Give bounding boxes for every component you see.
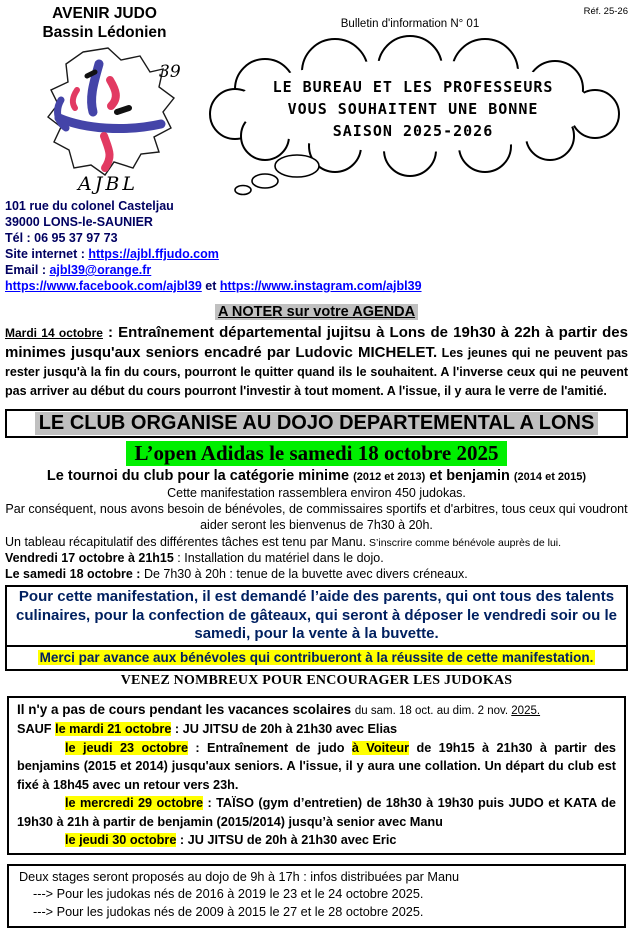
thought-bubble [205, 44, 628, 194]
bulletin-title: Bulletin d'information N° 01 [252, 18, 568, 30]
email-link[interactable]: ajbl39@orange.fr [49, 263, 151, 277]
vacation-text-23oct-a: : Entraînement de judo [188, 741, 352, 755]
vacation-text-21oct: : JU JITSU de 20h à 21h30 avec Elias [171, 722, 397, 736]
highlighted-date-21oct: le mardi 21 octobre [55, 722, 171, 736]
thanks-box [5, 647, 628, 671]
website-line [5, 246, 628, 262]
friday-text: : Installation du matériel dans le dojo. [174, 551, 384, 565]
categories-years1: (2012 et 2013) [353, 471, 425, 483]
volunteers-line: Par conséquent, nous avons besoin de bénévoles, de commissaires sportifs et d'arbitres, tous ceux qui voudront aider seront les bienvenus de 7h30 à 20h. [5, 502, 628, 533]
parents-note-box: Pour cette manifestation, il est demandé l’aide des parents, qui ont tous des talents culinaires, pour la confection de gâteaux, qui seront à déposer le vendredi soir ou le samedi, pour la vente à la buvette. [5, 585, 628, 647]
stages-box [7, 864, 626, 928]
social-line [5, 278, 628, 294]
email-label: Email : [5, 263, 49, 277]
friday-label: Vendredi 17 octobre à 21h15 [5, 551, 174, 565]
agenda-rest: Les jeunes qui ne peuvent pas rester jusqu'à la fin du cours, pourront le quitter quand ils le souhaitent. A l'inverse ceux qui ne peuvent pas arriver au début du cours pourront l'investir à tout moment. A l'issue, il y aura le verre de l'amitié. [5, 346, 628, 398]
vacation-text-30oct: : JU JITSU de 20h à 21h30 avec Eric [176, 833, 396, 847]
saturday-text: De 7h30 à 20h : tenue de la buvette avec divers créneaux. [144, 567, 468, 581]
email-line [5, 262, 628, 278]
vacation-line-thursday23 [17, 739, 616, 795]
vacation-line-thursday30 [17, 831, 616, 850]
header [5, 4, 628, 42]
table-note-main: Un tableau récapitulatif des différentes tâches est tenu par Manu. [5, 535, 366, 549]
thought-bubble-drawing [205, 44, 628, 196]
highlighted-date-23oct: le jeudi 23 octobre [65, 741, 188, 755]
stages-line2: ---> Pour les judokas nés de 2009 à 2015 le 27 et le 28 octobre 2025. [19, 904, 614, 922]
highlighted-date-29oct: le mercredi 29 octobre [65, 796, 203, 810]
cheer-line: VENEZ NOMBREUX POUR ENCOURAGER LES JUDOKAS [5, 673, 628, 689]
club-name-line2: Bassin Lédonien [17, 23, 192, 42]
attendance-line: Cette manifestation rassemblera environ 450 judokas. [5, 486, 628, 500]
table-note [5, 535, 628, 549]
agenda-title-row [5, 303, 628, 321]
contact-block [5, 198, 628, 294]
sauf-label: SAUF [17, 722, 55, 736]
tournament-categories [5, 468, 628, 484]
phone-number: 06 95 37 97 73 [34, 231, 117, 245]
cloud-line2: VOUS SOUHAITENT UNE BONNE [288, 100, 539, 118]
phone-line [5, 230, 628, 246]
address-line1: 101 rue du colonel Casteljau [5, 198, 628, 214]
vacation-intro [17, 701, 616, 721]
social-separator: et [202, 279, 220, 293]
categories-years2: (2014 et 2015) [514, 471, 586, 483]
thanks-line: Merci par avance aux bénévoles qui contribueront à la réussite de cette manifestation. [38, 650, 596, 665]
categories-main2: et benjamin [425, 468, 514, 484]
logo-department-number: 39 [159, 62, 181, 82]
event-title: L’open Adidas le samedi 18 octobre 2025 [126, 441, 506, 466]
vacation-text-29oct: : TAÏSO (gym d’entretien) de 18h30 à 19h30 puis JUDO et KATA de 19h30 à 21h à partir de benjamin (2015/2014) jusqu’à senior avec Manu [17, 796, 616, 829]
facebook-link[interactable]: https://www.facebook.com/ajbl39 [5, 279, 202, 293]
event-banner-box [5, 409, 628, 438]
club-name [17, 4, 192, 42]
table-note-small: S’inscrire comme bénévole auprès de lui. [366, 537, 561, 549]
agenda-date: Mardi 14 octobre [5, 326, 103, 340]
club-name-line1: AVENIR JUDO [17, 4, 192, 23]
logo-black-mark [117, 108, 129, 112]
friday-line [5, 551, 628, 565]
open-title-row [5, 441, 628, 466]
phone-label: Tél : [5, 231, 34, 245]
vacation-intro-dates: du sam. 18 oct. au dim. 2 nov. [355, 705, 511, 717]
vacation-schedule-box [7, 696, 626, 855]
agenda-lead: : Entraînement départemental jujitsu à Lons de 19h30 à 22h à partir des minimes jusqu'aux seniors encadré par Ludovic MICHELET. [5, 324, 628, 361]
club-logo-drawing [13, 42, 198, 194]
vacation-line-wednesday29 [17, 794, 616, 831]
stages-line1: ---> Pour les judokas nés de 2016 à 2019 le 23 et le 24 octobre 2025. [19, 886, 614, 904]
saturday-label: Le samedi 18 octobre : [5, 567, 144, 581]
logo-caption: AJBL [76, 173, 138, 195]
categories-main1: Le tournoi du club pour la catégorie minime [47, 468, 353, 484]
stages-intro: Deux stages seront proposés au dojo de 9h à 17h : infos distribuées par Manu [19, 869, 614, 887]
website-link[interactable]: https://ajbl.ffjudo.com [88, 247, 219, 261]
hero-row [5, 42, 628, 194]
vacation-text-23oct-b: de 19h15 à 21h30 à partir des benjamins (2015 et 2014) jusqu'aux seniors. A l'issue, il y aura une collation. Un départ du club est fixé à 18h45 avec un retour vers 23h. [17, 741, 616, 792]
agenda-paragraph [5, 323, 628, 401]
website-label: Site internet : [5, 247, 88, 261]
reference-number: Réf. 25-26 [568, 6, 628, 17]
club-logo [5, 42, 205, 194]
vacation-intro-bold: Il n'y a pas de cours pendant les vacances scolaires [17, 702, 355, 717]
highlighted-date-30oct: le jeudi 30 octobre [65, 833, 176, 847]
agenda-title: A NOTER sur votre AGENDA [215, 304, 418, 320]
address-line2: 39000 LONS-le-SAUNIER [5, 214, 628, 230]
vacation-intro-year: 2025. [511, 705, 540, 717]
instagram-link[interactable]: https://www.instagram.com/ajbl39 [220, 279, 422, 293]
event-banner: LE CLUB ORGANISE AU DOJO DEPARTEMENTAL A LONS [35, 412, 599, 435]
cloud-line1: LE BUREAU ET LES PROFESSEURS [273, 78, 554, 96]
highlighted-place-voiteur: à Voiteur [352, 741, 409, 755]
cloud-line3: SAISON 2025-2026 [333, 122, 494, 140]
vacation-line-tuesday [17, 720, 616, 739]
saturday-line [5, 567, 628, 581]
